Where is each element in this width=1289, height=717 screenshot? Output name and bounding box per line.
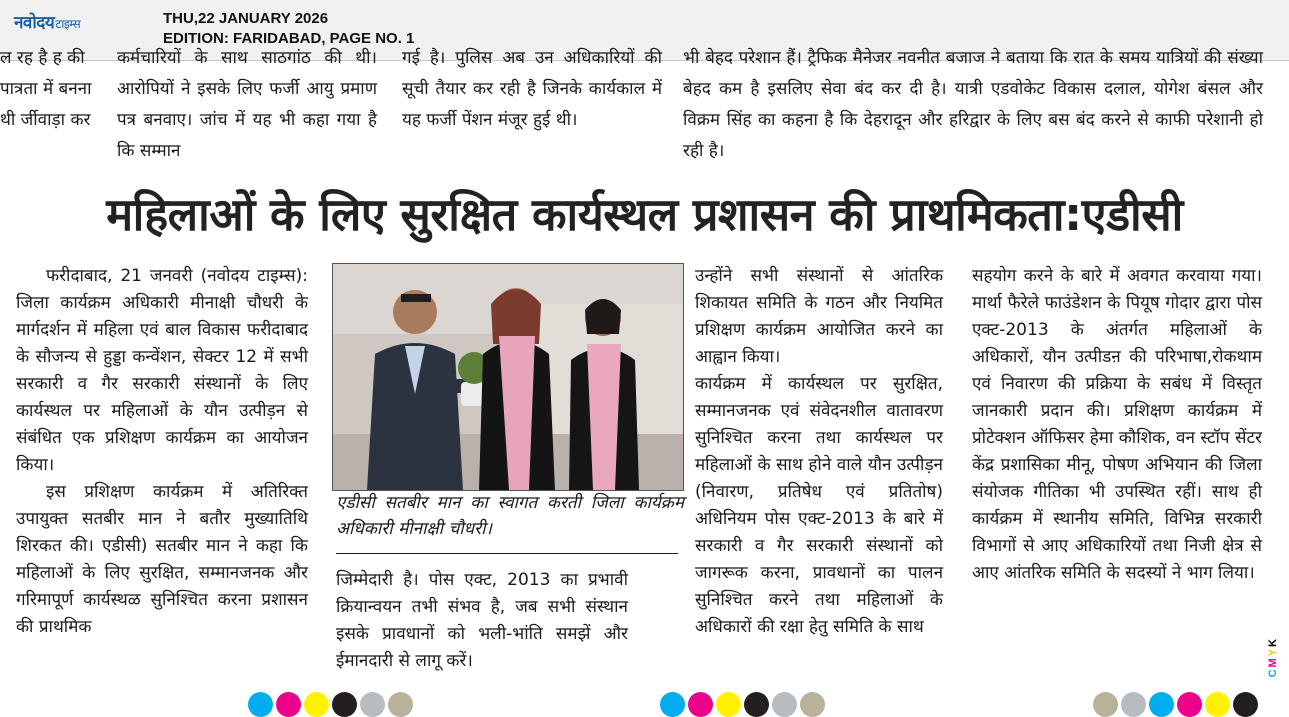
caption-divider	[336, 553, 678, 554]
article-paragraph: उन्होंने सभी संस्थानों से आंतरिक शिकायत समिति के गठन और नियमित प्रशिक्षण कार्यक्रम आयोजित करने का आह्वान किया।	[695, 266, 943, 367]
black-dot	[332, 692, 357, 717]
print-registration-bar	[0, 689, 1289, 717]
cyan-dot	[660, 692, 685, 717]
edition-line: EDITION: FARIDABAD, PAGE NO. 1	[163, 30, 415, 47]
cmyk-mark: CMYK	[1267, 637, 1279, 678]
cyan-dot	[1149, 692, 1174, 717]
prev-story-col-1: ल रह है ह की पात्रता में बनना थी र्जीवाड़ा कर	[0, 48, 92, 130]
tan-dot	[800, 692, 825, 717]
magenta-dot	[276, 692, 301, 717]
black-dot	[1233, 692, 1258, 717]
prev-story-col-4: भी बेहद परेशान हैं। ट्रैफिक मैनेजर नवनीत बजाज ने बताया कि रात के समय यात्रियों की संख्या बेहद कम है इसलिए सेवा बंद कर दी है। यात्री एडवोकेट विकास दलाल, योगेश बंसल और विक्रम सिंह का कहना है कि देहरादून और हरिद्वार के लिए बस बंद करने से काफी परेशानी हो रही है।	[683, 48, 1263, 161]
magenta-dot	[688, 692, 713, 717]
gray-dot	[772, 692, 797, 717]
article-paragraph: कार्यक्रम में कार्यस्थल पर सुरक्षित, सम्मानजनक एवं संवेदनशील वातावरण सुनिश्चित करना तथा कार्यस्थल पर महिलाओं के साथ होने वाले यौन उत्पीड़न (निवारण, प्रतिषेध एवं प्रतितोष) अधिनियम पोस एक्ट-2013 के बारे में सरकारी व गैर सरकारी संस्थानों को जागरूक करना, प्रावधानों का पालन सुनिश्चित करने तथा महिलाओं के अधिकारों की रक्षा हेतु समिति के साथ	[695, 374, 943, 637]
article-col-1	[16, 263, 308, 678]
newspaper-logo[interactable]	[14, 10, 80, 33]
article-paragraph: इस प्रशिक्षण कार्यक्रम में अतिरिक्त उपायुक्त सतबीर मान ने बतौर मुख्यातिथि शिरकत की। एडीसी) सतबीर मान ने कहा कि महिलाओं के लिए सुरक्षित, सम्मानजनक और गरिमापूर्ण कार्यस्थळ सुनिश्चित करना प्रशासन की प्राथमिक	[16, 482, 308, 637]
logo-subtext: टाइम्स	[55, 17, 81, 31]
prev-story-col-2: कर्मचारियों के साथ साठगांठ की थी। आरोपियों ने इसके लिए फर्जी आयु प्रमाण पत्र बनवाए। जांच में यह भी कहा गया है कि सम्मान	[117, 48, 377, 161]
photo-caption: एडीसी सतबीर मान का स्वागत करती जिला कार्यक्रम अधिकारी मीनाक्षी चौधरी।	[336, 493, 684, 539]
dateline-paragraph: फरीदाबाद, 21 जनवरी (नवोदय टाइम्स): जिला कार्यक्रम अधिकारी मीनाक्षी चौधरी के मार्गदर्शन में महिला एवं बाल विकास फरीदाबाद के सौजन्य से हुड्डा कन्वेंशन, सेक्टर 12 में सभी सरकारी व गैर सरकारी संस्थानों के लिए कार्यस्थल पर महिलाओं के यौन उत्पीड़न से संबंधित एक प्रशिक्षण कार्यक्रम का आयोजन किया।	[16, 266, 308, 475]
yellow-dot	[304, 692, 329, 717]
tan-dot	[388, 692, 413, 717]
yellow-dot	[1205, 692, 1230, 717]
gray-dot	[1121, 692, 1146, 717]
yellow-dot	[716, 692, 741, 717]
date-line: THU,22 JANUARY 2026	[163, 10, 329, 27]
magenta-dot	[1177, 692, 1202, 717]
article-paragraph: सहयोग करने के बारे में अवगत करवाया गया। मार्था फैरेले फाउंडेशन के पियूष गोदार द्वारा पोस एक्ट-2013 के अंतर्गत महिलाओं के अधिकारों, यौन उत्पीडऩ की परिभाषा,रोकथाम एवं निवारण की प्रक्रिया के सबंध में विस्तृत जानकारी प्रदान की। प्रशिक्षण कार्यक्रम में प्रोटेक्शन ऑफिसर हेमा कौशिक, वन स्टॉप सेंटर केंद्र प्रशासिका मीनू, पोषण अभियान की जिला संयोजक गीतिका भी उपस्थित रहीं। साथ ही कार्यक्रम में स्थानीय समिति, विभिन्न सरकारी विभागों से आए अधिकारियों तथा निजी क्षेत्र से आए आंतरिक समिति के सदस्यों ने भाग लिया।	[972, 266, 1262, 583]
gray-dot	[360, 692, 385, 717]
article-headline: महिलाओं के लिए सुरक्षित कार्यस्थल प्रशासन की प्राथमिकता:एडीसी	[106, 188, 1183, 241]
article-photo	[332, 263, 684, 491]
previous-story-strip	[0, 48, 1289, 172]
article-col-2	[336, 567, 628, 675]
article-paragraph: जिम्मेदारी है। पोस एक्ट, 2013 का प्रभावी क्रियान्वयन तभी संभव है, जब सभी संस्थान इसके प्रावधानों को भली-भांति समझें और ईमानदारी से लागू करें।	[336, 570, 628, 671]
black-dot	[744, 692, 769, 717]
event-photo-illustration	[333, 264, 683, 490]
cyan-dot	[248, 692, 273, 717]
prev-story-col-3: गई है। पुलिस अब उन अधिकारियों की सूची तैयार कर रही है जिनके कार्यकाल में यह फर्जी पेंशन मंजूर हुई थी।	[402, 48, 662, 130]
tan-dot	[1093, 692, 1118, 717]
article-col-4	[972, 263, 1262, 678]
logo-text: नवोदय	[14, 13, 55, 33]
article-col-3	[695, 263, 943, 678]
